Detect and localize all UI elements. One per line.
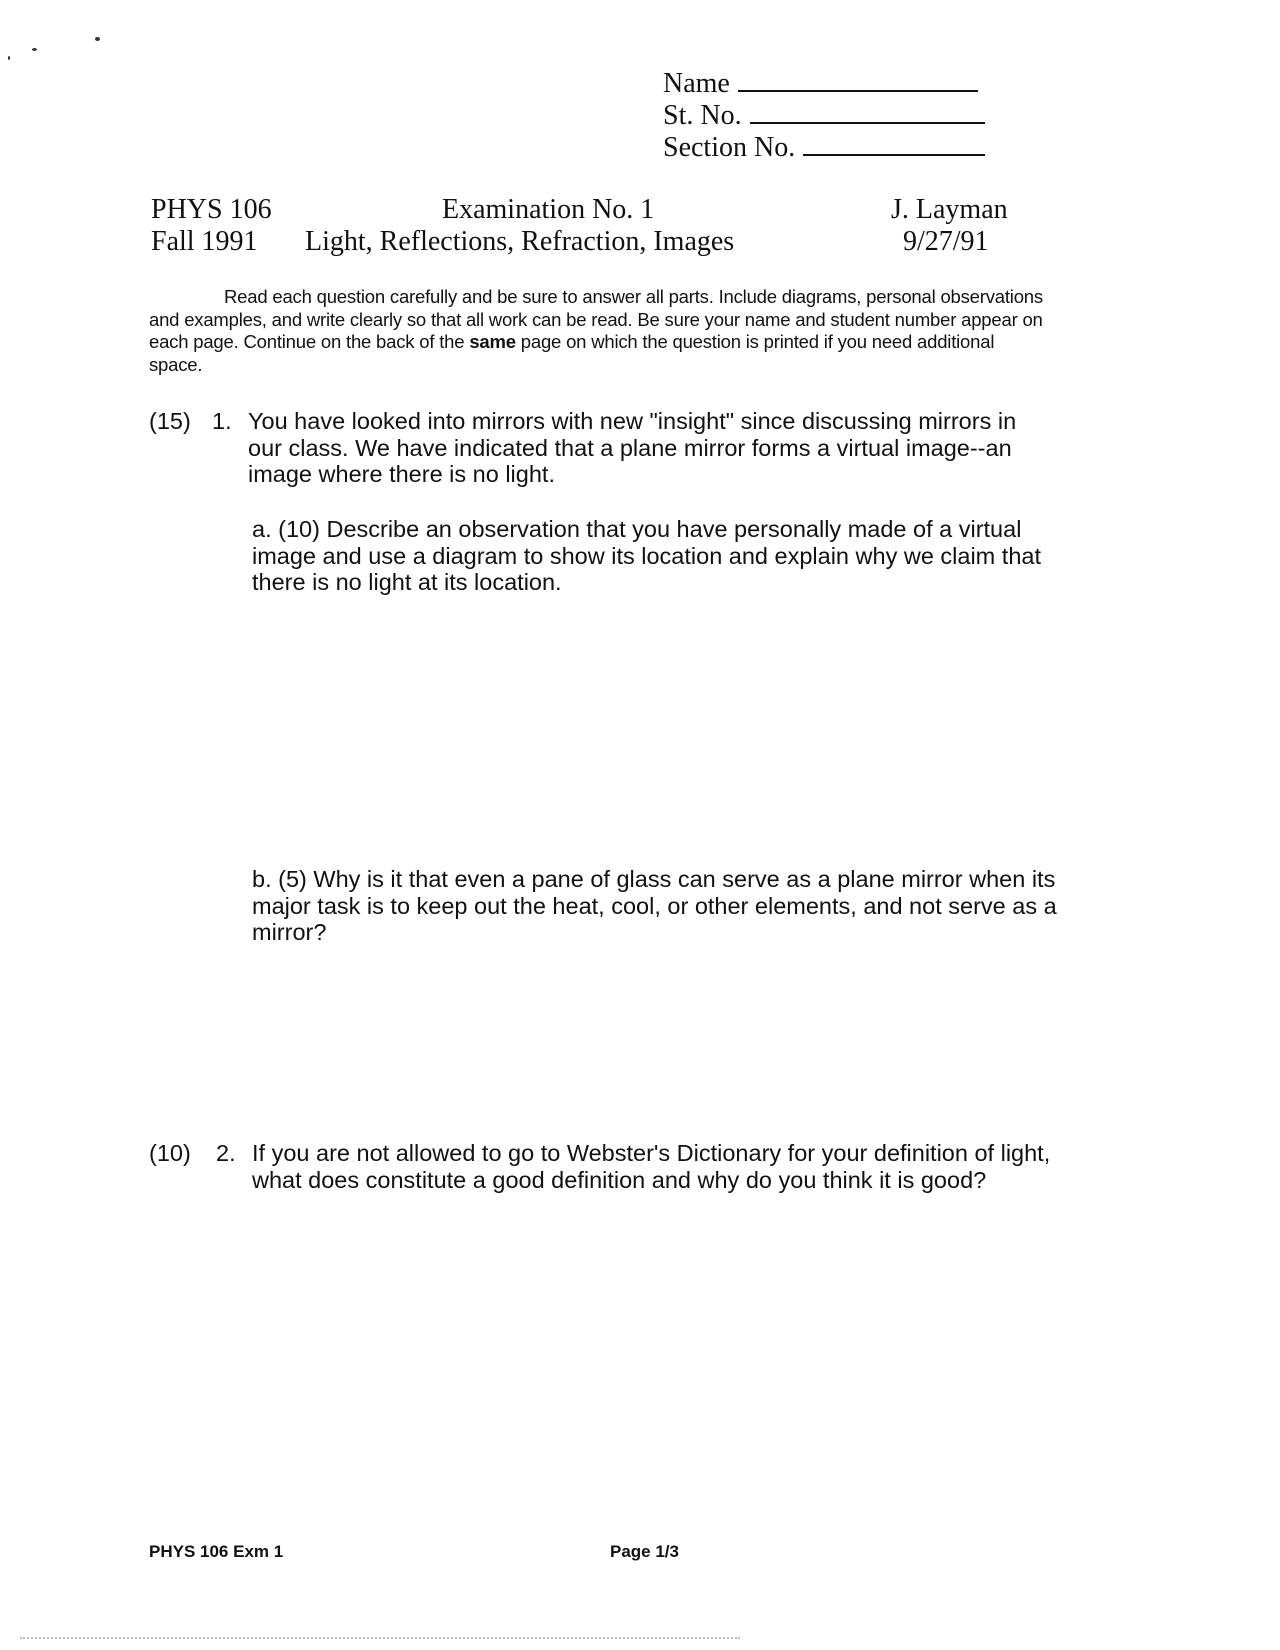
instructions-text-1: Read each question carefully and be sure to answer all parts. Include diagrams, personal observations and examples, and write clearly so that all work can be read. Be sure your name and student number appear on each page. Continue on the back of the <box>149 286 1043 352</box>
section-label: Section No. <box>663 132 796 163</box>
question-1b <box>252 866 1072 946</box>
question-1-number: 1. <box>212 408 232 434</box>
student-no-row <box>663 100 985 132</box>
exam-date: 9/27/91 <box>903 226 989 257</box>
name-label: Name <box>663 68 730 99</box>
student-info-block <box>663 68 985 164</box>
question-1a-letter: a. <box>252 516 272 542</box>
question-1b-text: Why is it that even a pane of glass can serve as a plane mirror when its major task is to keep out the heat, cool, or other elements, and not serve as a mirror? <box>252 866 1057 945</box>
exam-title: Examination No. 1 <box>442 194 655 225</box>
student-no-label: St. No. <box>663 100 742 131</box>
question-1b-points: (5) <box>278 866 307 892</box>
name-field[interactable] <box>738 68 978 92</box>
question-1-body: You have looked into mirrors with new "insight" since discussing mirrors in our class. We have indicated that a plane mirror forms a virtual image--an image where there is no light. <box>248 408 1017 487</box>
student-no-field[interactable] <box>750 100 985 124</box>
section-row <box>663 132 985 164</box>
instructions-bold-word: same <box>469 331 516 352</box>
scan-dotted-edge <box>20 1635 740 1639</box>
course-code: PHYS 106 <box>151 194 272 225</box>
question-1a-text: Describe an observation that you have personally made of a virtual image and use a diagram to show its location and explain why we claim that there is no light at its location. <box>252 516 1041 595</box>
scan-speck <box>8 56 10 60</box>
question-2-points: (10) <box>149 1140 191 1166</box>
question-2-text: If you are not allowed to go to Webster's Dictionary for your definition of light, what does constitute a good definition and why do you think it is good? <box>252 1140 1051 1193</box>
section-field[interactable] <box>803 132 985 156</box>
page-number: Page 1/3 <box>610 1542 679 1561</box>
footer-left: PHYS 106 Exm 1 <box>149 1542 284 1561</box>
name-row <box>663 68 985 100</box>
question-2-number: 2. <box>216 1140 236 1166</box>
question-1a <box>252 516 1052 596</box>
instructions <box>149 286 1049 376</box>
question-1-text <box>248 408 1028 488</box>
question-1b-letter: b. <box>252 866 272 892</box>
instructions-text-2: page on which the question is printed if you need additional space. <box>149 331 995 375</box>
exam-subtitle: Light, Reflections, Refraction, Images <box>305 226 735 257</box>
question-1-points: (15) <box>149 408 191 434</box>
scan-speck <box>95 37 100 41</box>
scan-speck <box>32 48 37 51</box>
instructor: J. Layman <box>891 194 1008 225</box>
term: Fall 1991 <box>151 226 258 257</box>
question-1a-points: (10) <box>278 516 320 542</box>
